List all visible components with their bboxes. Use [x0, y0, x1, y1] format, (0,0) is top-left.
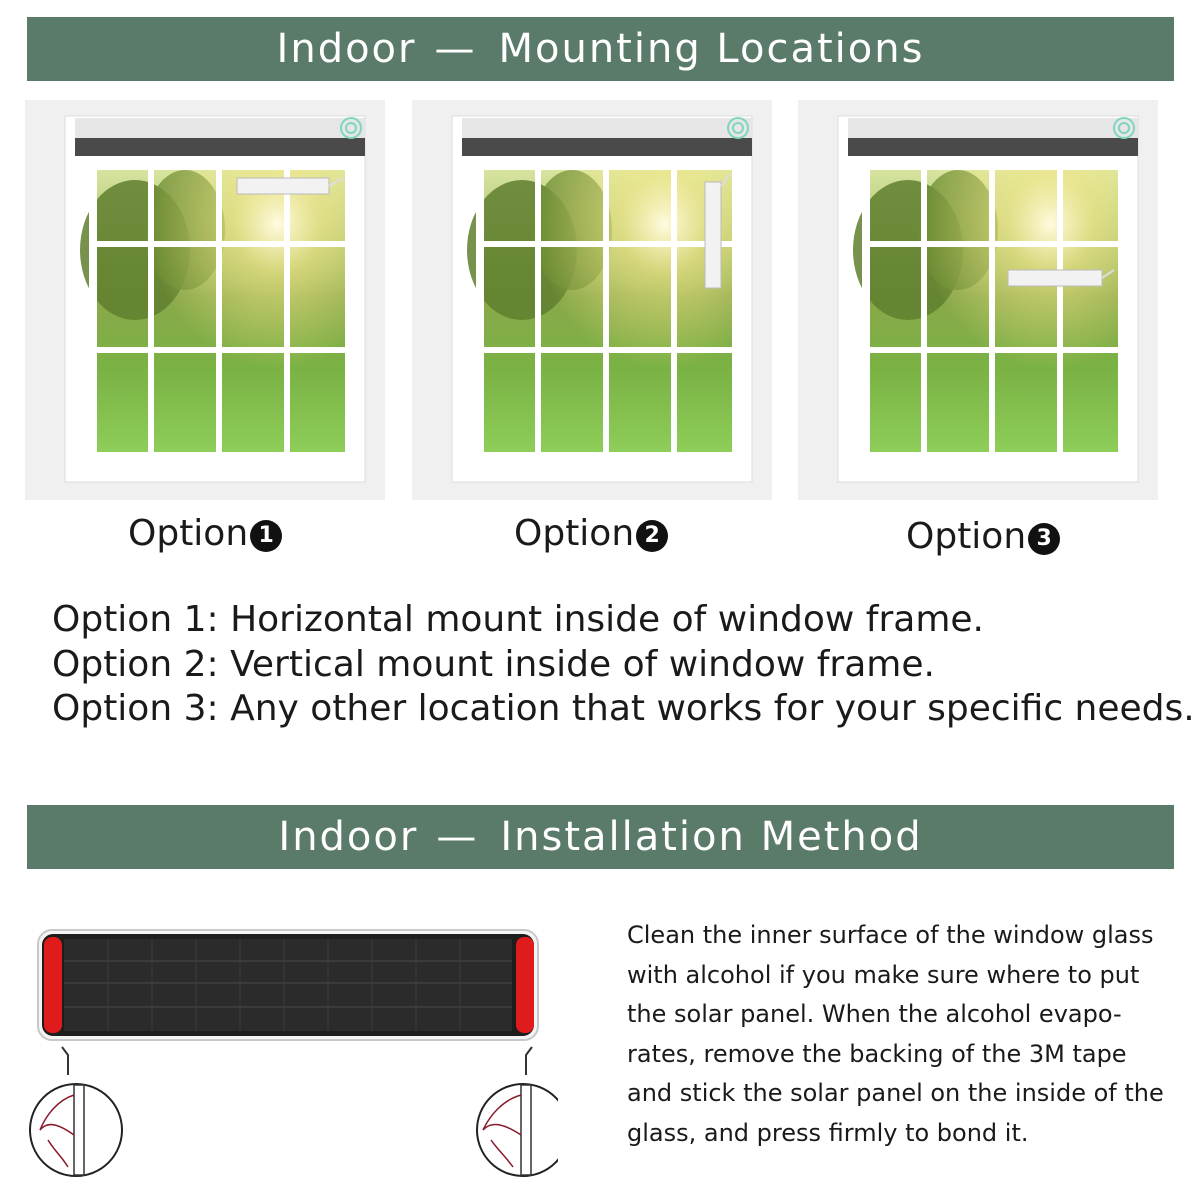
installation-instructions [627, 916, 1187, 1153]
tape-strip-right [516, 937, 534, 1033]
instruction-line: the solar panel. When the alcohol evapo- [627, 1000, 1122, 1028]
option-text: Option [128, 513, 249, 554]
description-line: Option 1: Horizontal mount inside of window frame. [52, 599, 984, 640]
instruction-line: and stick the solar panel on the inside of the [627, 1079, 1164, 1107]
solar-panel-tape-diagram [28, 925, 558, 1185]
banner-separator: — [436, 814, 479, 860]
instruction-line: glass, and press firmly to bond it. [627, 1118, 1029, 1147]
solar-sensor [705, 182, 721, 288]
section-banner-installation [27, 805, 1174, 869]
option-text: Option [514, 513, 635, 554]
option-descriptions [52, 598, 1195, 732]
tape-detail-right [477, 1084, 558, 1176]
option-number-badge: 2 [636, 520, 668, 552]
option-3-label [906, 516, 1060, 557]
banner-separator: — [434, 26, 477, 72]
solar-sensor [237, 178, 329, 194]
section-banner-mounting [27, 17, 1174, 81]
window-illustration-option-2 [412, 100, 772, 500]
window-illustration-option-1 [25, 100, 385, 500]
description-line: Option 2: Vertical mount inside of window frame. [52, 643, 935, 685]
banner-prefix: Indoor [278, 814, 419, 860]
solar-sensor [1008, 270, 1102, 286]
option-1-label [128, 513, 282, 554]
banner-title: Installation Method [500, 814, 923, 860]
tape-strip-left [44, 937, 62, 1033]
description-line: Option 3: Any other location that works for your specific needs. [52, 688, 1195, 729]
instruction-line: rates, remove the backing of the 3M tape [627, 1039, 1127, 1068]
option-number-badge: 3 [1028, 523, 1060, 555]
solar-panel-cells [64, 939, 512, 1031]
tape-detail-left [30, 1084, 122, 1176]
banner-prefix: Indoor [276, 26, 417, 72]
option-2-label [514, 513, 668, 554]
option-number-badge: 1 [250, 520, 282, 552]
window-illustration-option-3 [798, 100, 1158, 500]
instruction-line: Clean the inner surface of the window glass [627, 921, 1154, 949]
banner-title: Mounting Locations [498, 26, 925, 72]
option-text: Option [906, 516, 1027, 557]
instruction-line: with alcohol if you make sure where to put [627, 960, 1140, 989]
